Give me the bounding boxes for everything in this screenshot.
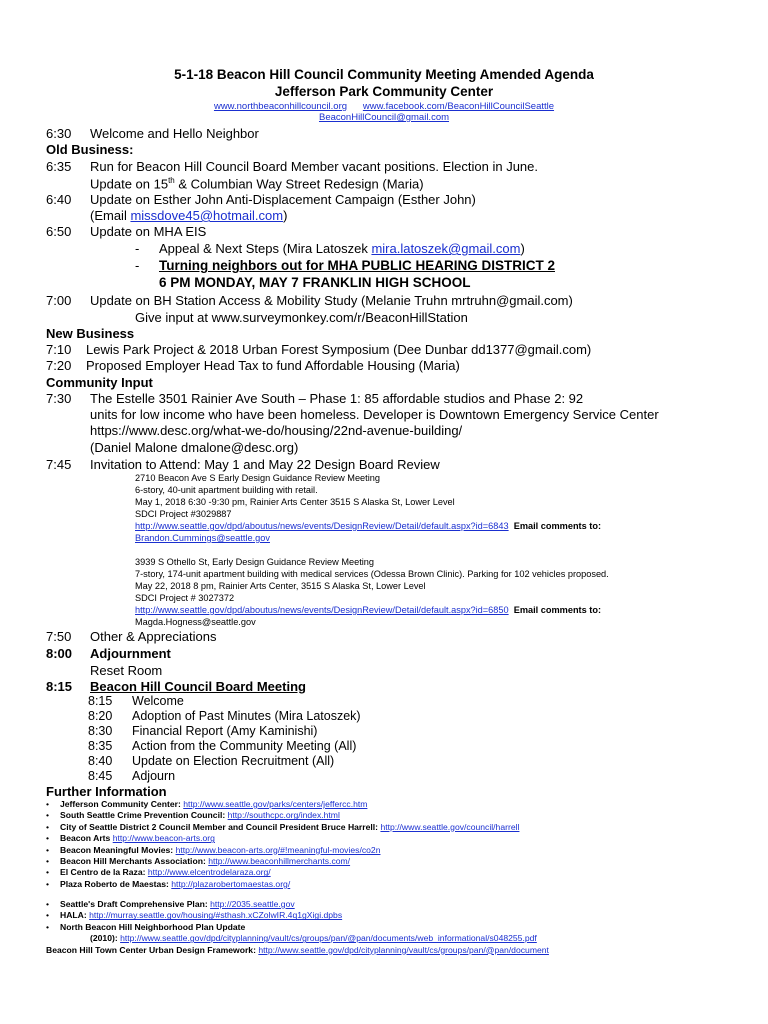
board-item: 8:20 Adoption of Past Minutes (Mira Latoszek) xyxy=(88,709,361,723)
resource-link[interactable]: http://plazarobertomaestas.org/ xyxy=(171,878,291,889)
reset-room: Reset Room xyxy=(90,663,163,678)
estelle-line-4: (Daniel Malone dmalone@desc.org) xyxy=(90,440,299,455)
list-item: • El Centro de la Raza: http://www.elcentrodelaraza.org/ xyxy=(46,867,271,878)
review1-line-4: SDCI Project #3029887 xyxy=(135,509,232,519)
review2-line-3: May 22, 2018 8 pm, Rainier Arts Center, 3515 S Alaska St, Lower Level xyxy=(135,581,426,591)
list-item: • South Seattle Crime Prevention Council: http://southcpc.org/index.html xyxy=(46,810,340,821)
review2-email: Magda.Hogness@seattle.gov xyxy=(135,617,256,627)
estelle-line-2: units for low income who have been homeless. Developer is Downtown Emergency Service Center xyxy=(90,407,659,422)
agenda-item-other: 7:50 Other & Appreciations xyxy=(46,629,217,644)
site-link[interactable]: www.northbeaconhillcouncil.org xyxy=(213,101,348,112)
agenda-item-mha: 6:50 Update on MHA EIS xyxy=(46,224,207,239)
resource-link[interactable]: http://murray.seattle.gov/housing/#sthash.xCZolwIR.4q1gXigi.dpbs xyxy=(89,910,343,921)
list-item: • Beacon Hill Merchants Association: http://www.beaconhillmerchants.com/ xyxy=(46,856,351,867)
facebook-link[interactable]: www.facebook.com/BeaconHillCouncilSeattle xyxy=(362,101,555,112)
survey-input: Give input at www.surveymonkey.com/r/BeaconHillStation xyxy=(135,310,468,325)
review2-link-row: http://www.seattle.gov/dpd/aboutus/news/events/DesignReview/Detail/default.aspx?id=6850 Email comments to: xyxy=(135,605,602,615)
esther-email-row: (Email missdove45@hotmail.com) xyxy=(90,208,288,223)
review1-link[interactable]: http://www.seattle.gov/dpd/aboutus/news/events/DesignReview/Detail/default.aspx?id=6843 xyxy=(135,521,509,531)
review1-email-link[interactable]: Brandon.Cummings@seattle.gov xyxy=(135,533,270,543)
board-item: 8:35 Action from the Community Meeting (All) xyxy=(88,739,357,753)
agenda-title: 5-1-18 Beacon Hill Council Community Meeting Amended Agenda xyxy=(174,67,594,82)
resource-link[interactable]: http://www.beaconhillmerchants.com/ xyxy=(208,856,351,867)
list-item: Beacon Hill Town Center Urban Design Framework: http://www.seattle.gov/dpd/cityplanning/vault/cs/groups/pan/@pan/document xyxy=(46,944,549,955)
board-item: 8:30 Financial Report (Amy Kaminishi) xyxy=(88,724,318,738)
list-item: • Jefferson Community Center: http://www.seattle.gov/parks/centers/jeffercc.htm xyxy=(46,799,368,809)
review2-line-4: SDCI Project # 3027372 xyxy=(135,593,235,603)
board-item: 8:40 Update on Election Recruitment (All) xyxy=(88,754,335,768)
resource-link[interactable]: http://southcpc.org/index.html xyxy=(227,810,340,821)
mha-turnout: - Turning neighbors out for MHA PUBLIC HEARING DISTRICT 2 xyxy=(135,258,555,273)
list-item: • Beacon Meaningful Movies: http://www.beacon-arts.org/#!meaningful-movies/co2n xyxy=(46,844,381,855)
header-email-row xyxy=(0,112,768,123)
resource-link[interactable]: http://www.seattle.gov/dpd/cityplanning/vault/cs/groups/pan/@pan/document xyxy=(258,944,549,955)
agenda-item-invite: 7:45 Invitation to Attend: May 1 and May 22 Design Board Review xyxy=(46,457,440,472)
list-item: • Beacon Arts http://www.beacon-arts.org xyxy=(46,833,215,844)
review2-link[interactable]: http://www.seattle.gov/dpd/aboutus/news/events/DesignReview/Detail/default.aspx?id=6850 xyxy=(135,605,509,615)
mha-hearing-date: 6 PM MONDAY, MAY 7 FRANKLIN HIGH SCHOOL xyxy=(159,275,471,290)
review1-line-2: 6-story, 40-unit apartment building with retail. xyxy=(135,485,318,495)
agenda-item-esther: 6:40 Update on Esther John Anti-Displacement Campaign (Esther John) xyxy=(46,192,476,207)
section-community-input: Community Input xyxy=(46,375,153,390)
header-links xyxy=(0,101,768,112)
section-old-business: Old Business: xyxy=(46,142,134,157)
agenda-item-adjournment: 8:00 Adjournment xyxy=(46,646,171,661)
resource-link[interactable]: http://2035.seattle.gov xyxy=(210,899,295,909)
agenda-item-lewis: 7:10 Lewis Park Project & 2018 Urban Forest Symposium (Dee Dunbar dd1377@gmail.com) xyxy=(46,342,592,357)
resource-link[interactable]: http://www.beacon-arts.org/#!meaningful-movies/co2n xyxy=(175,844,381,855)
board-item: 8:45 Adjourn xyxy=(88,769,176,783)
agenda-item-update-15th: Update on 15th & Columbian Way Street Redesign (Maria) xyxy=(90,176,424,192)
agenda-item-tax: 7:20 Proposed Employer Head Tax to fund Affordable Housing (Maria) xyxy=(46,358,460,373)
list-item: • Plaza Roberto de Maestas: http://plazarobertomaestas.org/ xyxy=(46,878,291,889)
review1-line-1: 2710 Beacon Ave S Early Design Guidance Review Meeting xyxy=(135,473,380,483)
review1-email-row xyxy=(135,533,270,543)
agenda-item-estelle: 7:30 The Estelle 3501 Rainier Ave South – Phase 1: 85 affordable studios and Phase 2: 92 xyxy=(46,391,584,406)
review2-email-row xyxy=(135,617,256,627)
section-new-business: New Business xyxy=(46,326,135,341)
mira-email-link[interactable]: mira.latoszek@gmail.com xyxy=(371,241,521,256)
esther-email-link[interactable]: missdove45@hotmail.com xyxy=(130,208,284,223)
council-email-link[interactable]: BeaconHillCouncil@gmail.com xyxy=(318,112,450,123)
review2-line-2: 7-story, 174-unit apartment building with medical services (Odessa Brown Clinic). Parking for 102 vehicles proposed. xyxy=(135,569,609,579)
list-item: • City of Seattle District 2 Council Member and Council President Bruce Harrell: http://www.seattle.gov/council/harrell xyxy=(46,821,520,832)
further-info-heading: Further Information xyxy=(46,784,167,799)
list-item: • HALA: http://murray.seattle.gov/housing/#sthash.xCZolwIR.4q1gXigi.dpbs xyxy=(46,910,343,921)
further-info-list-2 xyxy=(46,899,549,956)
agenda-item-welcome: 6:30 Welcome and Hello Neighbor xyxy=(46,126,259,141)
resource-link[interactable]: http://www.seattle.gov/dpd/cityplanning/vault/cs/groups/pan/@pan/documents/web_informational/s048255.pdf xyxy=(120,933,537,944)
estelle-line-3: https://www.desc.org/what-we-do/housing/22nd-avenue-building/ xyxy=(90,423,463,438)
board-meeting-heading: 8:15 Beacon Hill Council Board Meeting xyxy=(46,679,306,694)
agenda-item-bh-station: 7:00 Update on BH Station Access & Mobility Study (Melanie Truhn mrtruhn@gmail.com) xyxy=(46,293,573,308)
list-item: (2010): http://www.seattle.gov/dpd/cityplanning/vault/cs/groups/pan/@pan/documents/web_informational/s048255.pdf xyxy=(90,933,537,944)
further-info-list xyxy=(46,799,519,890)
resource-link[interactable]: http://www.seattle.gov/council/harrell xyxy=(380,821,520,832)
resource-link[interactable]: http://www.beacon-arts.org xyxy=(112,833,215,844)
agenda-item-run: 6:35 Run for Beacon Hill Council Board Member vacant positions. Election in June. xyxy=(46,159,539,174)
board-agenda-list xyxy=(88,694,361,784)
board-item: 8:15 Welcome xyxy=(88,694,184,708)
resource-link[interactable]: http://www.seattle.gov/parks/centers/jeffercc.htm xyxy=(183,799,368,809)
mha-appeal: - Appeal & Next Steps (Mira Latoszek mira.latoszek@gmail.com) xyxy=(135,241,525,256)
resource-link[interactable]: http://www.elcentrodelaraza.org/ xyxy=(147,867,271,878)
review1-link-row: http://www.seattle.gov/dpd/aboutus/news/events/DesignReview/Detail/default.aspx?id=6843 Email comments to: xyxy=(135,521,602,531)
review2-line-1: 3939 S Othello St, Early Design Guidance Review Meeting xyxy=(135,557,375,567)
list-item: • Seattle's Draft Comprehensive Plan: http://2035.seattle.gov xyxy=(46,899,295,909)
review1-line-3: May 1, 2018 6:30 -9:30 pm, Rainier Arts Center 3515 S Alaska St, Lower Level xyxy=(135,497,455,507)
list-item: • North Beacon Hill Neighborhood Plan Update xyxy=(46,921,246,932)
venue-title: Jefferson Park Community Center xyxy=(274,84,494,99)
